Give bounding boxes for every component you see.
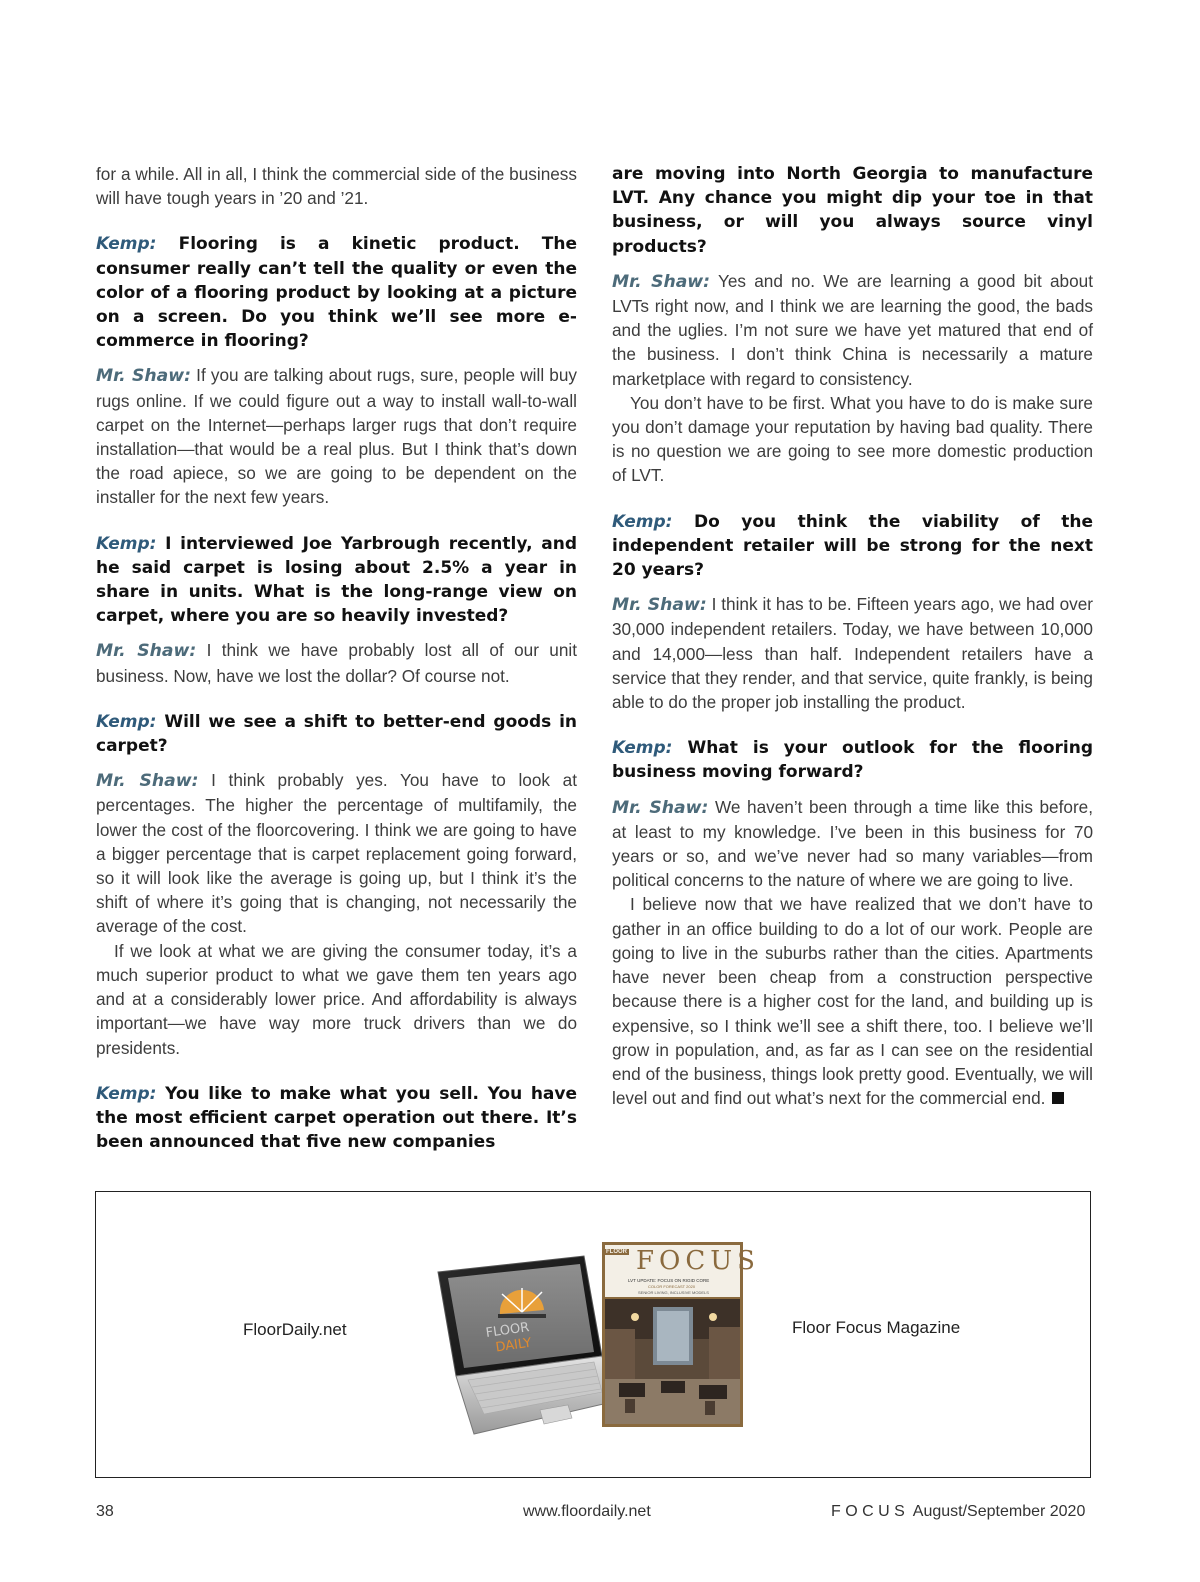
- paragraph-text: are moving into North Georgia to manufacture LVT. Any chance you might dip your toe in that business, or will you always source vinyl products?: [612, 164, 1093, 257]
- interview-answer: [612, 269, 1093, 391]
- floor-focus-label[interactable]: Floor Focus Magazine: [792, 1318, 961, 1337]
- interview-question: [96, 232, 577, 353]
- speaker-label: Kemp:: [612, 738, 673, 759]
- speaker-label: Kemp:: [612, 511, 673, 532]
- interview-question: [612, 736, 1093, 784]
- speaker-label: Kemp:: [96, 533, 157, 554]
- interview-answer: [96, 768, 577, 938]
- speaker-label: Kemp:: [96, 234, 157, 255]
- magazine-headline: LVT UPDATE: FOCUS ON RIGID CORE: [628, 1278, 710, 1283]
- footer-publication: F O C U S August/September 2020: [831, 1503, 1086, 1520]
- paragraph-text: What is your outlook for the flooring business moving forward?: [612, 738, 1094, 783]
- interview-question: [96, 1082, 577, 1155]
- end-of-article-mark: [1052, 1092, 1064, 1104]
- speaker-label: Mr. Shaw:: [612, 271, 711, 292]
- magazine-sub-2: SENIOR LIVING, INCLUSIVE MODELS: [638, 1290, 709, 1295]
- interview-answer: [96, 363, 577, 509]
- speaker-label: Mr. Shaw:: [96, 771, 199, 792]
- paragraph-text: We haven’t been through a time like this before, at least to my knowledge. I’ve been in this business for 70 years or so, and we’ve never had so many variables—from political concerns to the nature of where we are going to live.: [612, 796, 1094, 891]
- paragraph-text: I think it has to be. Fifteen years ago, we had over 30,000 independent retailers. Today, we have between 10,000 and 14,000—less than half. Independent retailers have a service that they render, and that service, quite frankly, is being able to do the proper job installing the product.: [612, 594, 1094, 713]
- magazine-cover-photo: [605, 1299, 740, 1424]
- paragraph-text: If you are talking about rugs, sure, people will buy rugs online. If we could figure out a way to install wall-to-wall carpet on the Internet—perhaps larger rugs that don’t require installation—that would be a real plus. But I think that’s down the road apiece, so we are going to be dependent on the installer for the next few years.: [96, 365, 578, 508]
- speaker-label: Kemp:: [96, 711, 157, 732]
- paragraph-text: Flooring is a kinetic product. The consumer really can’t tell the quality or even the color of a flooring product by looking at a picture on a screen. Do you think we’ll see more e-commerce in flooring?: [96, 234, 577, 352]
- body-paragraph: [612, 391, 1093, 488]
- laptop-logo-daily: DAILY: [494, 1335, 533, 1356]
- laptop-illustration: [434, 1252, 614, 1437]
- paragraph-text: I interviewed Joe Yarbrough recently, and he said carpet is losing about 2.5% a year in share in units. What is the long-range view on carpet, where you are so heavily invested?: [96, 533, 577, 627]
- paragraph-text: If we look at what we are giving the consumer today, it’s a much superior product to what we gave them ten years ago and at a considerably lower price. And affordability is always important—we have way more truck drivers than we do presidents.: [96, 940, 577, 1058]
- paragraph-text: You don’t have to be first. What you have to do is make sure you don’t damage your reputation by having bad quality. There is no question we are going to see more domestic production of LVT.: [612, 392, 1093, 486]
- paragraph-text: for a while. All in all, I think the commercial side of the business will have tough years in ’20 and ’21.: [96, 164, 577, 209]
- magazine-title: FOCUS: [636, 1246, 760, 1276]
- body-paragraph: [612, 892, 1093, 1110]
- speaker-label: Mr. Shaw:: [96, 641, 197, 662]
- interview-answer: [612, 592, 1093, 714]
- interview-answer: [612, 795, 1093, 893]
- paragraph-text: Do you think the viability of the independent retailer will be strong for the next 20 years?: [612, 511, 1093, 581]
- laptop-logo-floor: FLOOR: [484, 1320, 531, 1342]
- interview-question: [96, 532, 577, 629]
- paragraph-text: I think probably yes. You have to look at percentages. The higher the percentage of multifamily, the lower the cost of the floorcovering. I think we are going to have a bigger percentage that is carpet replacement going forward, so it will look like the average is going up, but I think it’s the shift of where it’s going that is changing, not necessarily the average of the cost.: [96, 770, 577, 937]
- magazine-floor-tag: FLOOR: [606, 1249, 627, 1255]
- interview-question: [612, 510, 1093, 583]
- speaker-label: Mr. Shaw:: [612, 595, 707, 616]
- floordaily-label[interactable]: FloorDaily.net: [243, 1320, 347, 1339]
- right-column: [612, 162, 1093, 1110]
- footer-url[interactable]: www.floordaily.net: [523, 1503, 651, 1520]
- speaker-label: Mr. Shaw:: [612, 797, 709, 818]
- paragraph-text: I believe now that we have realized that we don’t have to gather in an office building to do a lot of our work. People are going to live in the suburbs rather than the cities. Apartments have never been cheap from a construction perspective because there is a higher cost for the land, and building up is expensive, so I think we’ll see a shift there, too. I believe we’ll grow in population, and, as far as I can see on the residential end of the business, things look pretty good. Eventually, we will level out and find out what’s next for the commercial end.: [612, 894, 1093, 1109]
- interview-answer: [96, 638, 577, 687]
- paragraph-text: I think we have probably lost all of our unit business. Now, have we lost the dollar? Of course not.: [96, 640, 577, 686]
- interview-question: [96, 710, 577, 758]
- speaker-label: Mr. Shaw:: [96, 366, 191, 387]
- interview-question: [612, 162, 1093, 259]
- body-paragraph: [96, 162, 577, 210]
- paragraph-text: Yes and no. We are learning a good bit about LVTs right now, and I think we are learning the good, the bads and the uglies. I’m not sure we have yet matured that end of the business. I don’t think China is necessarily a mature marketplace with regard to consistency.: [612, 270, 1094, 389]
- magazine-cover[interactable]: [602, 1242, 760, 1427]
- paragraph-text: Will we see a shift to better-end goods in carpet?: [96, 711, 577, 757]
- body-paragraph: [96, 939, 577, 1060]
- paragraph-text: You like to make what you sell. You have the most efficient carpet operation out there. It’s been announced that five new companies: [96, 1083, 578, 1153]
- advertisement-box[interactable]: [95, 1191, 1091, 1478]
- magazine-sub-1: COLOR FORECAST 2020: [648, 1284, 696, 1289]
- page-number: 38: [96, 1503, 114, 1520]
- speaker-label: Kemp:: [96, 1083, 157, 1104]
- left-column: [96, 162, 577, 1154]
